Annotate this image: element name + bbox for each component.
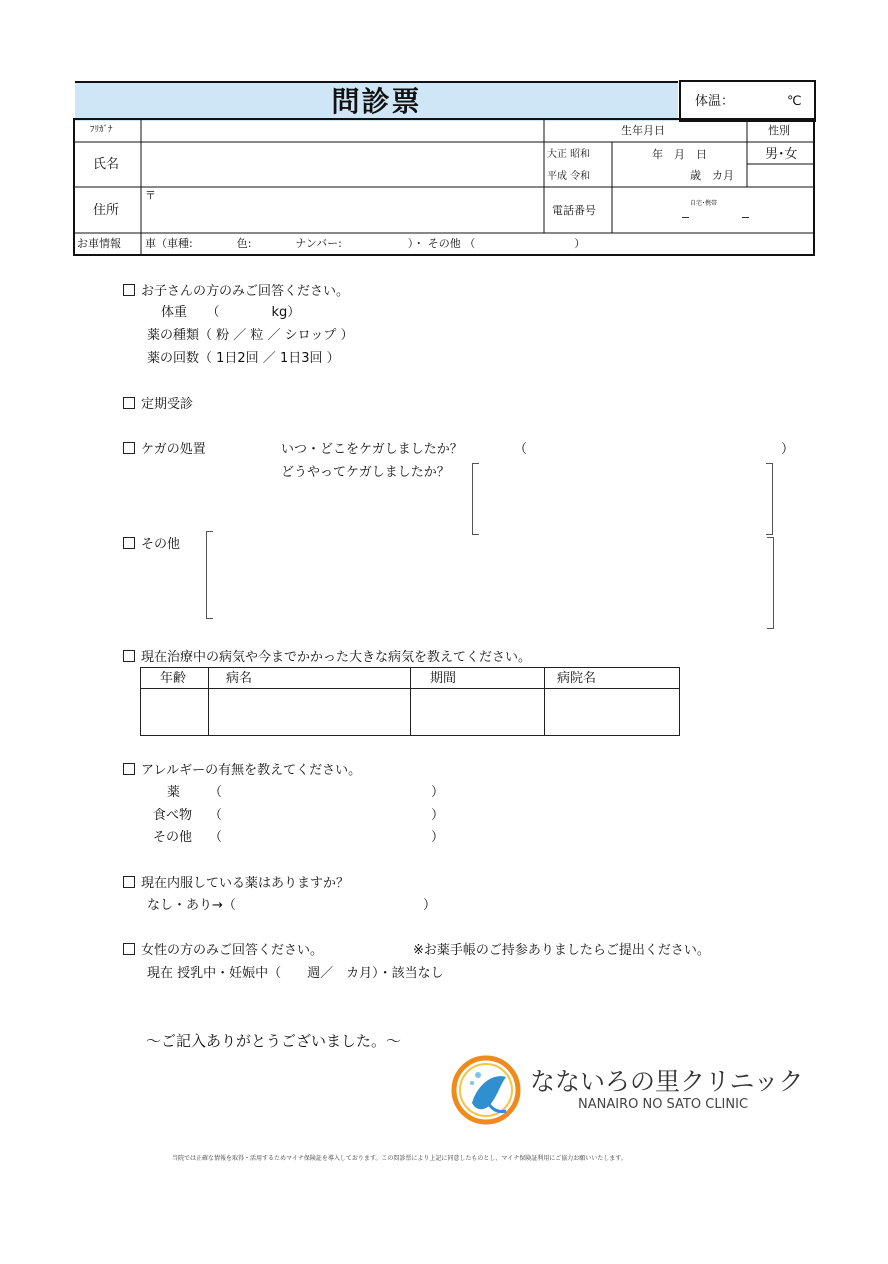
medication-checkbox[interactable] [123,876,135,888]
allergy-checkbox[interactable] [123,763,135,775]
allergy-drug-field[interactable] [224,783,428,801]
allergy-other-field[interactable] [224,828,428,846]
child-checkbox[interactable] [123,284,135,296]
illness-table-row[interactable] [141,690,679,735]
postal-mark: 〒 [145,189,156,202]
allergy-drug-paren-open: （ [209,785,223,800]
injury-paren-open: （ [514,442,528,457]
medication-item [123,876,349,892]
phone-type[interactable]: 自宅･携帯 [690,200,718,207]
child-section [123,284,349,300]
medication-paren-close: ） [423,898,437,913]
dob-label: 生年月日 [621,124,665,137]
weight-line[interactable]: 体重 （ kg） [161,305,301,320]
era-option-2[interactable]: 平成 令和 [547,171,591,182]
furigana-field[interactable] [142,120,543,141]
female-heading: 女性の方のみご回答ください。 [141,943,324,958]
allergy-heading: アレルギーの有無を教えてください。 [141,763,362,778]
injury-when-where-field[interactable] [528,440,778,458]
med-times-line[interactable]: 薬の回数（ 1日2回 ／ 1日3回 ） [147,351,340,366]
injury-how-bracket-right [766,463,773,535]
clinic-logo-icon [448,1055,524,1125]
injury-label: ケガの処置 [141,442,206,457]
illness-col-period: 期間 [430,671,457,686]
clinic-name-en: NANAIRO NO SATO CLINIC [578,1097,749,1112]
address-label: 住所 [93,203,120,218]
gender-options[interactable]: 男･女 [765,147,798,162]
illness-item [123,650,531,666]
era-option-1[interactable]: 大正 昭和 [547,149,591,160]
furigana-label: ﾌﾘｶﾞﾅ [90,125,113,135]
injury-how-bracket-left [472,463,479,535]
other-item [123,537,180,553]
other-checkbox[interactable] [123,537,135,549]
injury-question-1: いつ・どこをケガしましたか？ [281,442,463,457]
injury-how-field[interactable] [480,465,764,531]
temperature-label: 体温： [695,94,735,109]
regular-visit-label: 定期受診 [141,397,194,412]
allergy-other-paren-close: ） [431,830,445,845]
injury-checkbox[interactable] [123,442,135,454]
phone-underline-left [682,217,689,218]
phone-underline-right [742,217,749,218]
phone-label: 電話番号 [552,204,596,217]
other-field[interactable] [214,535,764,623]
allergy-drug-label: 薬 [167,785,181,800]
regular-visit-checkbox[interactable] [123,397,135,409]
clinic-name-jp: なないろの里クリニック [530,1067,804,1096]
allergy-item [123,763,361,779]
form-title: 問診票 [331,85,422,118]
age-units[interactable]: 歳 カ月 [690,169,734,182]
med-type-line[interactable]: 薬の種類（ 粉 ／ 粒 ／ シロップ ） [147,328,354,343]
female-checkbox[interactable] [123,943,135,955]
female-item [123,943,323,959]
allergy-food-label: 食べ物 [153,808,193,823]
temperature-unit: ℃ [787,94,802,109]
illness-checkbox[interactable] [123,650,135,662]
female-status-line[interactable]: 現在 授乳中・妊娠中（ 週／ カ月）・該当なし [147,966,444,981]
address-field[interactable] [142,188,543,232]
other-bracket-left [206,531,213,619]
medication-heading: 現在内服している薬はありますか？ [141,876,350,891]
injury-item [123,442,206,458]
illness-col-disease: 病名 [226,671,253,686]
medication-notebook-note: ※お薬手帳のご持参ありましたらご提出ください。 [413,943,710,958]
regular-visit-item [123,397,193,413]
car-info-label: お車情報 [77,237,121,250]
child-heading: お子さんの方のみご回答ください。 [141,284,350,299]
name-label: 氏名 [93,157,120,172]
medication-field[interactable] [236,896,420,914]
allergy-drug-paren-close: ） [431,785,445,800]
illness-heading: 現在治療中の病気や今までかかった大きな病気を教えてください。 [141,650,532,665]
birth-date-units[interactable]: 年 月 日 [652,148,707,161]
allergy-other-label: その他 [153,830,193,845]
other-bracket-right [767,537,774,629]
allergy-food-field[interactable] [224,806,428,824]
allergy-food-paren-close: ） [431,808,445,823]
gender-label: 性別 [768,124,790,137]
illness-col-hospital: 病院名 [557,671,597,686]
name-field[interactable] [142,143,543,186]
allergy-food-paren-open: （ [209,808,223,823]
other-label: その他 [141,537,181,552]
medication-answer[interactable]: なし・あり→（ [147,898,236,913]
allergy-other-paren-open: （ [209,830,223,845]
footer-note: 当院では正確な情報を取得・活用するためマイナ保険証を導入しております。この問診票により上記に同意したものとし、マイナ保険証利用にご協力お願いいたします。 [172,1155,627,1162]
car-info-line[interactable]: 車（車種: 色: ナンバー: ）・ その他 （ ） [145,237,586,250]
injury-question-2: どうやってケガしましたか？ [281,465,450,480]
illness-col-age: 年齢 [160,671,187,686]
thanks-message: ～ご記入ありがとうございました。～ [146,1032,402,1050]
injury-paren-close: ） [781,442,795,457]
